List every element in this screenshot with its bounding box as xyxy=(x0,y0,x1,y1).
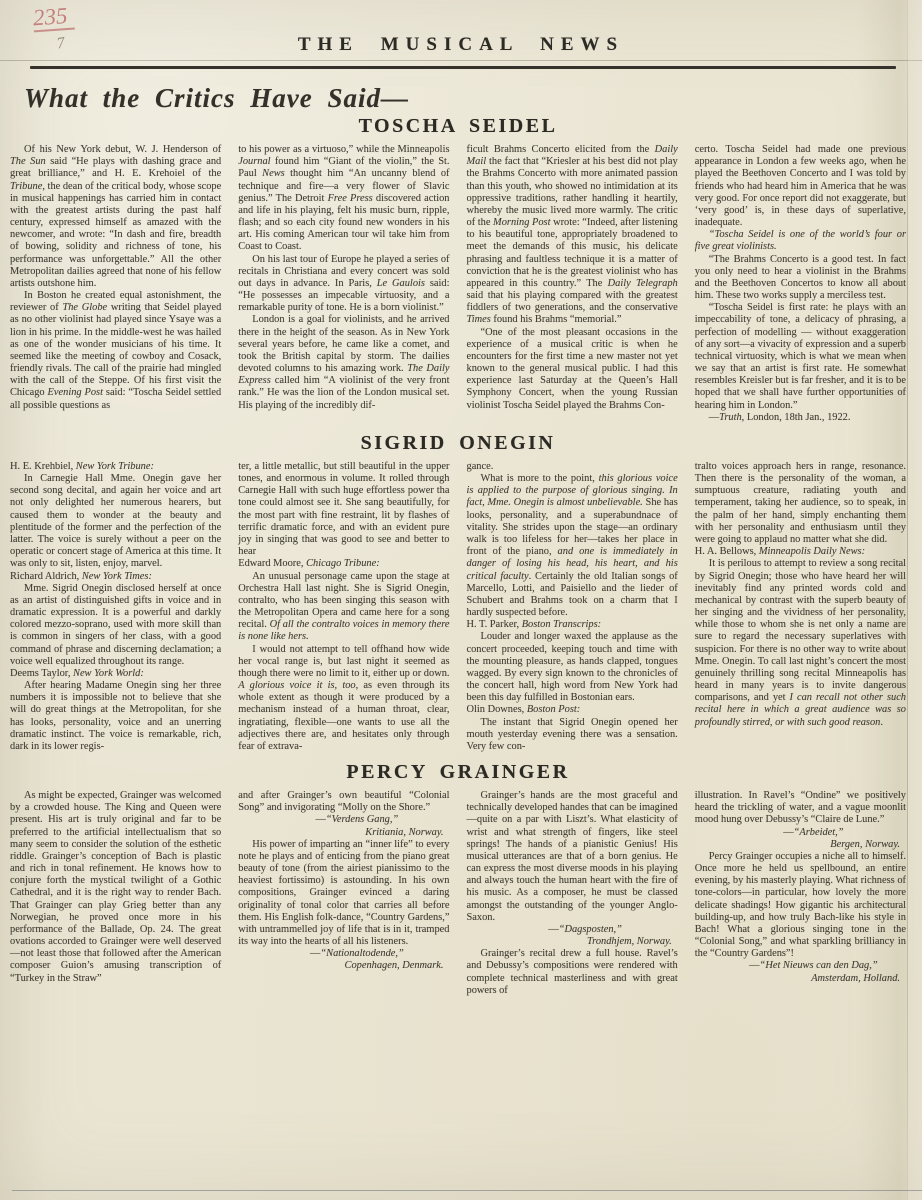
source-credit xyxy=(467,924,678,948)
paragraph: On his last tour of Europe he played a series of recitals in Christiana and every concert was sold out days in advance. In Paris, Le Gaulois said: “He possesses an impecable virtuosity, and a remarkable purity of tone. He is a born violinist.” xyxy=(238,253,450,314)
paragraph: I would not attempt to tell offhand how wide her vocal range is, but last night it seemed as though there were no limit to it, either up or down. A glorious voice it is, too, as even through its whole extent as though it were produced by a mechanism instead of a human throat, clear, ingratiating, flexible—one wants to use all the adjectives there are, and hesitates only through fear of extrava- xyxy=(238,643,450,752)
paragraph: “The Brahms Concerto is a good test. In fact you only need to hear a violinist in the Brahms and the Beethoven Concertos to know all about him. These two works supply a merciless test. xyxy=(694,253,906,302)
section-toscha-seidel xyxy=(10,115,906,424)
footer-rule xyxy=(12,1190,922,1191)
paragraph: tralto voices approach hers in range, resonance. Then there is the personality of the woman, a sumptuous creature, radiating youth and temperament, taking her audience, so to speak, in the palm of her hand, simply enchanting them with her personality and enthusiasm until they were going to applaud no matter what she did. xyxy=(694,460,906,545)
paragraph: It is perilous to attempt to review a song recital by Sigrid Onegin; those who have heard her will inevitably find any printed words cold and mechanical by contrast with the superb beauty of her singing and the vividness of her personality, while those to whom she is net only a name are sure to regard the necessary superlatives with suspicion. For there is no other way to write about Mme. Onegin. To call last night’s concert the most genuinely thrilling song recital Minneapolis has heard in many years is to invite dangerous comparisons, and yet I can recall not other such recital here in which a great audience was so profoundly stirred, or with such good reason. xyxy=(694,558,906,728)
source-credit xyxy=(238,814,449,838)
paragraph: In Boston he created equal astonishment, the reviewer of The Globe writing that Seidel played as no other violinist had played since Ysaye was a lion in his prime. In the middle-west he was hailed as one of the wonder musicians of his time. It seemed like the meeting of cowboy and Cosack, friendly rivals. The call of the prairie had mingled with the call of the Steppe. Of his first visit the Chicago Evening Post said: “Toscha Seidel settled all possible questions as xyxy=(10,290,222,411)
paragraph: London is a goal for violinists, and he arrived there in the height of the season. As in New York several years before, he came like a comet, and took the British capital by storm. The dailies devoted columns to his amazing work. The Daily Express called him “A violinist of the very front rank.” He was the lion of the London musical set. His playing of the incredibly dif- xyxy=(238,314,450,411)
source-credit xyxy=(238,948,449,972)
text-column xyxy=(467,461,678,753)
credit-location: Copenhagen, Denmark. xyxy=(344,960,444,972)
section-title: SIGRID ONEGIN xyxy=(360,431,556,454)
reviewer-byline: Edward Moore, Chicago Tribune: xyxy=(238,558,380,570)
text-column xyxy=(238,144,449,424)
paragraph: to his power as a virtuoso,” while the Minneapolis Journal found him “Giant of the violin,” the St. Paul News thought him “An uncanny blend of technique and fire—a very flower of Slavic genius.” The Detroit Free Press discovered action and life in his playing, felt his music burn, ripple, flash; and so each city found new wonders in his art. His coming American tour wil take him from Coast to Coast. xyxy=(238,144,450,253)
section-percy-grainger xyxy=(10,761,906,997)
paragraph: and after Grainger’s own beautiful “Colonial Song” and invigorating “Molly on the Shore.” xyxy=(238,790,450,814)
paragraph: After hearing Madame Onegin sing her three numbers it is impossible not to believe that she will do great things at the Metropolitan, for she has looks, personality, voice and an unerring dramatic instinct. The voice is remarkable, rich, dark in its lower regis- xyxy=(10,680,222,752)
article-headline: What the Critics Have Said— xyxy=(24,83,410,113)
text-column xyxy=(695,461,906,753)
reviewer-byline: H. T. Parker, Boston Transcrips: xyxy=(466,619,602,631)
paragraph: Percy Grainger occupies a niche all to himself. Once more he held us spellbound, an entire evening, by his masterly playing. What richness of tone-colors—in particular, how lovely the more delicate shadings! How gigantic his architectural building-up, and how truly Bach-like his style in Bach! What a glorious singing tone in the “Colonial Song,” and what sparkling brilliancy in the “Country Gardens”! xyxy=(694,850,906,960)
text-column xyxy=(238,790,449,997)
reviewer-byline: H. A. Bellows, Minneapolis Daily News: xyxy=(694,546,866,558)
pencil-page-number: 235 xyxy=(32,4,74,33)
paragraph: His power of imparting an “inner life” to every note he plays and of enticing from the piano great beauty of tone (from the airiest pianissimo to the heaviest fortissimo) is astounding. In his own compositions, Grainger evinced a daring originality of tonal color that carries all before them. His English folk-dance, “Country Gardens,” with untrammelled joy of life that is in it, tramped its way into the hearts of all his listeners. xyxy=(238,838,450,948)
paragraph: What is more to the point, this glorious voice is applied to the purpose of glorious singing. In fact, Mme. Onegin is almost unbelievable. She has looks, personality, and a superabundnace of vitality. She strides upon the stage—an ordinary walk is too lifeless for her—takes her place in front of the piano, and one is immediately in danger of losing his head, his heart, and his critical faculty. Certainly the old Italian songs of Marcello, Lotti, and Paisiello and the lieder of Schubert and Brahms took on a charm that I hardly suspected before. xyxy=(466,473,678,619)
paragraph: “Toscha Seidel is first rate: he plays with an impeccability of tone, a delicacy of phrasing, a perfection of modelling — without exaggeration of any sort—a vivacity of expression and a superb technical virtuosity, which is what we mean when we say that an artist is first rate. He somewhat resembles Kreisler but is far fresher, and it is to be hoped that we shall have further opportunities of hearing him in London.” xyxy=(694,302,906,411)
paragraph: Of his New York debut, W. J. Henderson of The Sun said “He plays with dashing grace and great brilliance,” and H. E. Krehoiel of the Tribune, the dean of the critical body, whose scope in musical happenings has carried him in contact with the greatest artists during the past half century, expressed himself as amazed with the newcomer, and wrote: “In dash and fire, breadth of bowing, solidity and richness of tone, his performance was unforgettable.” All the other Metropolitan dailies agreed that none of his fellow artists outshone him. xyxy=(10,144,222,289)
section-title: TOSCHA SEIDEL xyxy=(358,115,558,137)
reviewer-byline: Richard Aldrich, New York Times: xyxy=(10,570,152,582)
paragraph: certo. Toscha Seidel had made one previous appearance in London a few weeks ago, when he played the Beethoven Concerto and I was told by friends who had heard him in America that he was very good. For once report did not exaggerate, but ‘very good’ is, in these days of superlative, inadequate. xyxy=(694,144,906,229)
reviewer-byline: Deems Taylor, New York World: xyxy=(10,667,144,679)
paragraph: Louder and longer waxed the applause as the concert proceeded, keeping touch and time with the mounting pleasure, as hands clapped, tongues wagged. By every sign known to the chronicles of the concert hall, high word from New York had been this day fulfilled in Bostonian ears. xyxy=(466,631,678,704)
paragraph: gance. xyxy=(466,460,494,472)
column-grid xyxy=(10,461,906,753)
sections xyxy=(10,115,906,997)
credit-publication: —“Dagsposten,” xyxy=(548,923,622,935)
section-title: PERCY GRAINGER xyxy=(346,761,570,784)
paragraph: ficult Brahms Concerto elicited from the Daily Mail the fact that “Kriesler at his best did not play the Brahms Concerto with more animated passion than this youth, who showed no intimidation at its oppressive traditions, rather handling it heartily, whereby the music lived more warmly. The critic of the Morning Post wrote: “Indeed, after listening to his beautiful tone, appropriately broadened to meet the demands of this music, his delicate phrasing and faultless technique it is a matter of conviction that he is the greatest violinist who has appeared in this country.” The Daily Telegraph said that his playing compared with the greatest fiddlers of two generations, and the conservative Times found his Brahms “memorial.” xyxy=(466,144,678,326)
column-grid xyxy=(10,790,906,997)
text-column xyxy=(10,144,221,424)
credit-location: Kritiania, Norway. xyxy=(365,826,444,838)
paragraph: “Toscha Seidel is one of the world’s four or five great violinists. xyxy=(694,229,906,253)
credit-publication: —“Nationaltodende,” xyxy=(309,948,404,960)
paragraph: The instant that Sigrid Onegin opened her mouth yesterday evening there was a sensation. Very few con- xyxy=(466,716,678,752)
paragraph: ter, a little metallic, but still beautiful in the upper tones, and enormous in volume. It rolled through Carnegie Hall with such huge effortless power tha tone could almost see it. She sang beautifully, for the most part with fine restraint, lit by flashes of terrific dramatic force, and with an evident pure joy in singing that was good to see and better to hear xyxy=(238,460,450,558)
text-column xyxy=(238,461,449,753)
section-sigrid-onegin xyxy=(10,432,906,753)
paragraph: —Truth, London, 18th Jan., 1922. xyxy=(708,411,851,423)
paragraph: An unusual personage came upon the stage at Orchestra Hall last night. She is Sigrid Onegin, contralto, who has been singing this season with the Metropolitan Opera and came here for a song recital. Of all the contralto voices in memory there is none like hers. xyxy=(238,570,450,643)
pencil-fraction-denominator: 7 xyxy=(55,34,67,53)
text-column xyxy=(467,144,678,424)
paper-edge xyxy=(908,0,922,1200)
credit-publication: —“Verdens Gang,” xyxy=(315,814,399,826)
source-credit xyxy=(695,827,906,851)
paragraph: illustration. In Ravel’s “Ondine” we positively heard the trickling of water, and a vague moonlit mood hung over Debussy’s “Claire de Lune.” xyxy=(694,790,906,826)
credit-location: Bergen, Norway. xyxy=(830,838,900,850)
reviewer-byline: H. E. Krehbiel, New York Tribune: xyxy=(10,460,154,472)
masthead-title: THE MUSICAL NEWS xyxy=(297,34,625,55)
text-column xyxy=(10,790,221,997)
masthead-rule-thin xyxy=(0,60,922,61)
reviewer-byline: Olin Downes, Boston Post: xyxy=(466,704,581,716)
column-grid xyxy=(10,144,906,424)
paragraph: “One of the most pleasant occasions in the experience of a musical critic is when he encounters for the first time a new master not yet known to the general musical public. I had this experience last Saturday at the Queen’s Hall Symphony Concert, when the young Russian violinist Toscha Seidel played the Brahms Con- xyxy=(466,326,678,411)
text-column xyxy=(695,790,906,997)
paragraph: Grainger’s recital drew a full house. Ravel’s and Debussy’s compositions were rendered with complete technical masterliness and with great powers of xyxy=(466,948,678,996)
paragraph: In Carnegie Hall Mme. Onegin gave her second song decital, and again her voice and art not only delighted her numerous hearers, but caused them to wonder at the beauty and plentitude of the former and the perfection of the latter. The voice is surely without a peer on the operatic or concert stage of America at this time. It was only to sit, listen, enjoy, marvel. xyxy=(10,473,222,570)
source-credit xyxy=(695,960,906,984)
paragraph: Grainger’s hands are the most graceful and technically developed handes that can be imagined—quite on a par with Liszt’s. What elasticity of wrist and what strength of fingers, like steel springs! The hands of a pianistic Genius! His musical utterances are that of a born genius. He can express the most diverse moods in his playing and always touch the human heart with the fire of his music. As a composer, he must be classed amongst the outstanding of the younger Anglo-Saxon. xyxy=(466,790,678,923)
credit-publication: —“Het Nieuws can den Dag,” xyxy=(749,960,878,972)
credit-location: Amsterdam, Holland. xyxy=(811,972,900,984)
masthead-rule-heavy xyxy=(30,66,896,69)
text-column xyxy=(695,144,906,424)
credit-location: Trondhjem, Norway. xyxy=(586,936,672,948)
text-column xyxy=(467,790,678,997)
paragraph: As might be expected, Grainger was welcomed by a crowded house. The King and Queen were present. His art is truly original and far to be preferred to the artificial intellectualism that so many seem to consider the solution of the esthetic riddle. Grainger’s conception of Bach is plastic and rich in tonal refinement. He knows how to conjure forth the mystical twilight of a Gothic Cathedral, and it is the right way to render Bach. That Grainger can play Grieg better than any Norwegian, he proved once more in his performance of the Ballade, Op. 24. The great ovations accorded to Grainger were well deserved—not least those that followed after the American composer Guion’s amusing transcription of “Turkey in the Straw” xyxy=(10,790,222,984)
text-column xyxy=(10,461,221,753)
credit-publication: —“Arbeidet,” xyxy=(783,826,844,838)
paragraph: Mme. Sigrid Onegin disclosed herself at once as an artist of distinguished gifts in voice and in dramatic expression. It is a powerful and darkly colored mezzo-soprano, used with more skill than is common in singers of her class, with a good command of phrase and discerning declamation; a voice well equalized throughout its range. xyxy=(10,582,222,667)
